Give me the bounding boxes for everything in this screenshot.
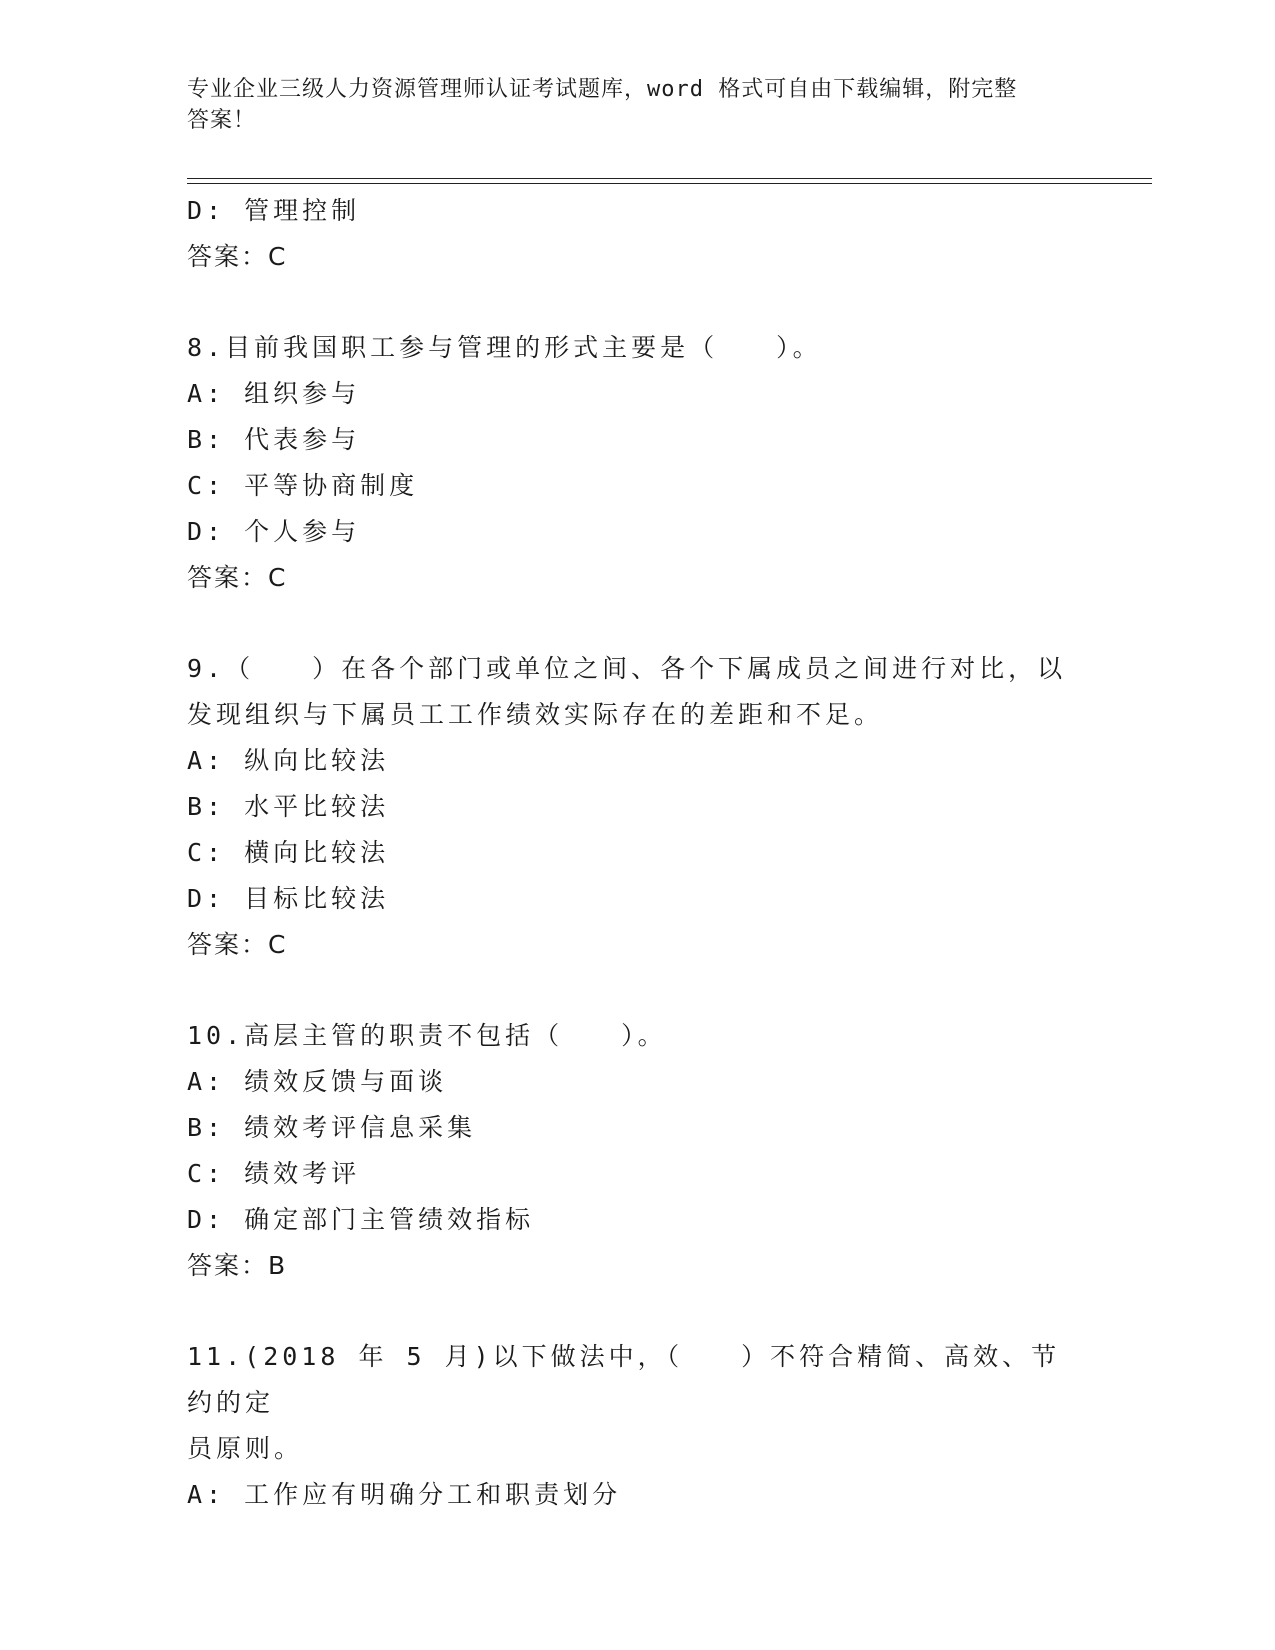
option-a: A: 绩效反馈与面谈 [187, 1067, 448, 1096]
option-d: D: 个人参与 [187, 517, 361, 546]
option-b: B: 绩效考评信息采集 [187, 1113, 477, 1142]
document-header [187, 74, 1087, 136]
option-c: C: 绩效考评 [187, 1159, 361, 1188]
question-text: 10.高层主管的职责不包括（ ）。 [187, 1021, 667, 1050]
spacer [187, 968, 1087, 1013]
option-b: B: 代表参与 [187, 425, 361, 454]
header-line-2: 答案！ [187, 108, 257, 133]
question-10 [187, 1013, 1087, 1289]
question-text-line-2: 员原则。 [187, 1434, 304, 1463]
option-c: C: 横向比较法 [187, 838, 390, 867]
option-d: D: 目标比较法 [187, 884, 390, 913]
spacer [187, 1289, 1087, 1334]
header-divider-top [187, 178, 1152, 179]
option-b: B: 水平比较法 [187, 792, 390, 821]
answer-line: 答案：B [187, 1251, 288, 1280]
option-d: D: 确定部门主管绩效指标 [187, 1205, 535, 1234]
header-divider-bottom [187, 183, 1152, 184]
question-list [187, 188, 1087, 1518]
option-d: D: 管理控制 [187, 196, 361, 225]
question-text-line-2: 发现组织与下属员工工作绩效实际存在的差距和不足。 [187, 700, 884, 729]
answer-line: 答案：C [187, 242, 288, 271]
spacer [187, 280, 1087, 325]
question-text: 8.目前我国职工参与管理的形式主要是（ ）。 [187, 333, 822, 362]
option-a: A: 组织参与 [187, 379, 361, 408]
question-11 [187, 1334, 1087, 1518]
answer-line: 答案：C [187, 563, 288, 592]
header-line-1: 专业企业三级人力资源管理师认证考试题库，word 格式可自由下载编辑，附完整 [187, 77, 1018, 102]
option-c: C: 平等协商制度 [187, 471, 419, 500]
option-a: A: 工作应有明确分工和职责划分 [187, 1480, 622, 1509]
option-a: A: 纵向比较法 [187, 746, 390, 775]
spacer [187, 601, 1087, 646]
question-text-line-1: 9.（ ）在各个部门或单位之间、各个下属成员之间进行对比，以 [187, 654, 1067, 683]
question-text-line-1: 11.(2018 年 5 月)以下做法中，（ ）不符合精简、高效、节约的定 [187, 1342, 1061, 1417]
question-8 [187, 325, 1087, 601]
answer-line: 答案：C [187, 930, 288, 959]
question-9 [187, 646, 1087, 968]
